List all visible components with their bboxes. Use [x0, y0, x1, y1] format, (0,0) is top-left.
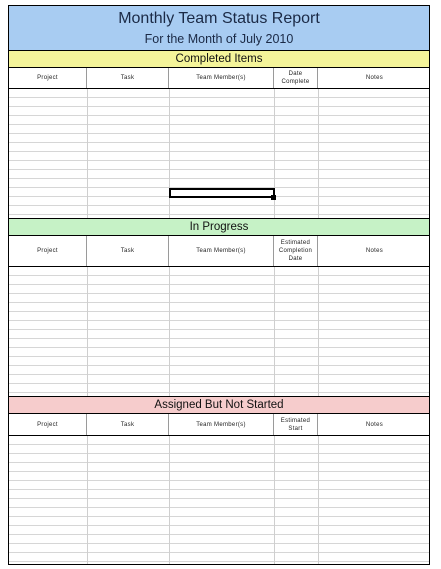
grid-column-divider — [318, 267, 319, 396]
completed-data-grid[interactable] — [9, 89, 429, 219]
section-in-progress-header[interactable]: In Progress — [9, 219, 429, 236]
not-started-data-grid[interactable] — [9, 436, 429, 564]
selected-cell[interactable] — [169, 188, 275, 198]
in-progress-data-grid[interactable] — [9, 267, 429, 397]
report-title: Monthly Team Status Report — [118, 10, 320, 27]
col-project[interactable]: Project — [9, 414, 87, 435]
col-task[interactable]: Task — [87, 414, 169, 435]
report-sheet — [8, 5, 430, 565]
grid-column-divider — [169, 436, 170, 564]
col-notes[interactable]: Notes — [365, 421, 384, 428]
section-not-started-header[interactable]: Assigned But Not Started — [9, 397, 429, 414]
col-team-members[interactable]: Team Member(s) — [169, 236, 274, 266]
report-title-block — [9, 6, 429, 51]
grid-column-divider — [87, 89, 88, 218]
grid-column-divider — [318, 89, 319, 218]
col-team-members[interactable]: Team Member(s) — [169, 414, 274, 435]
col-estimated-completion-date[interactable]: Estimated Completion Date — [274, 236, 318, 266]
grid-column-divider — [169, 89, 170, 218]
grid-column-divider — [87, 436, 88, 564]
in-progress-column-headers — [9, 236, 429, 267]
col-notes[interactable]: Notes — [365, 248, 384, 254]
grid-column-divider — [87, 267, 88, 396]
col-project[interactable]: Project — [9, 68, 87, 88]
col-date-complete[interactable]: Date Complete — [274, 68, 318, 88]
grid-column-divider — [318, 436, 319, 564]
col-task[interactable]: Task — [87, 236, 169, 266]
grid-column-divider — [169, 267, 170, 396]
report-subtitle: For the Month of July 2010 — [144, 32, 294, 46]
col-task[interactable]: Task — [87, 68, 169, 88]
col-estimated-start[interactable]: Estimated Start — [274, 414, 318, 435]
section-completed-header[interactable]: Completed Items — [9, 51, 429, 68]
completed-column-headers — [9, 68, 429, 89]
grid-column-divider — [274, 436, 275, 564]
col-project[interactable]: Project — [9, 236, 87, 266]
col-team-members[interactable]: Team Member(s) — [169, 68, 274, 88]
grid-column-divider — [274, 267, 275, 396]
not-started-column-headers — [9, 414, 429, 436]
col-notes[interactable]: Notes — [365, 75, 384, 81]
fill-handle[interactable] — [271, 195, 276, 200]
